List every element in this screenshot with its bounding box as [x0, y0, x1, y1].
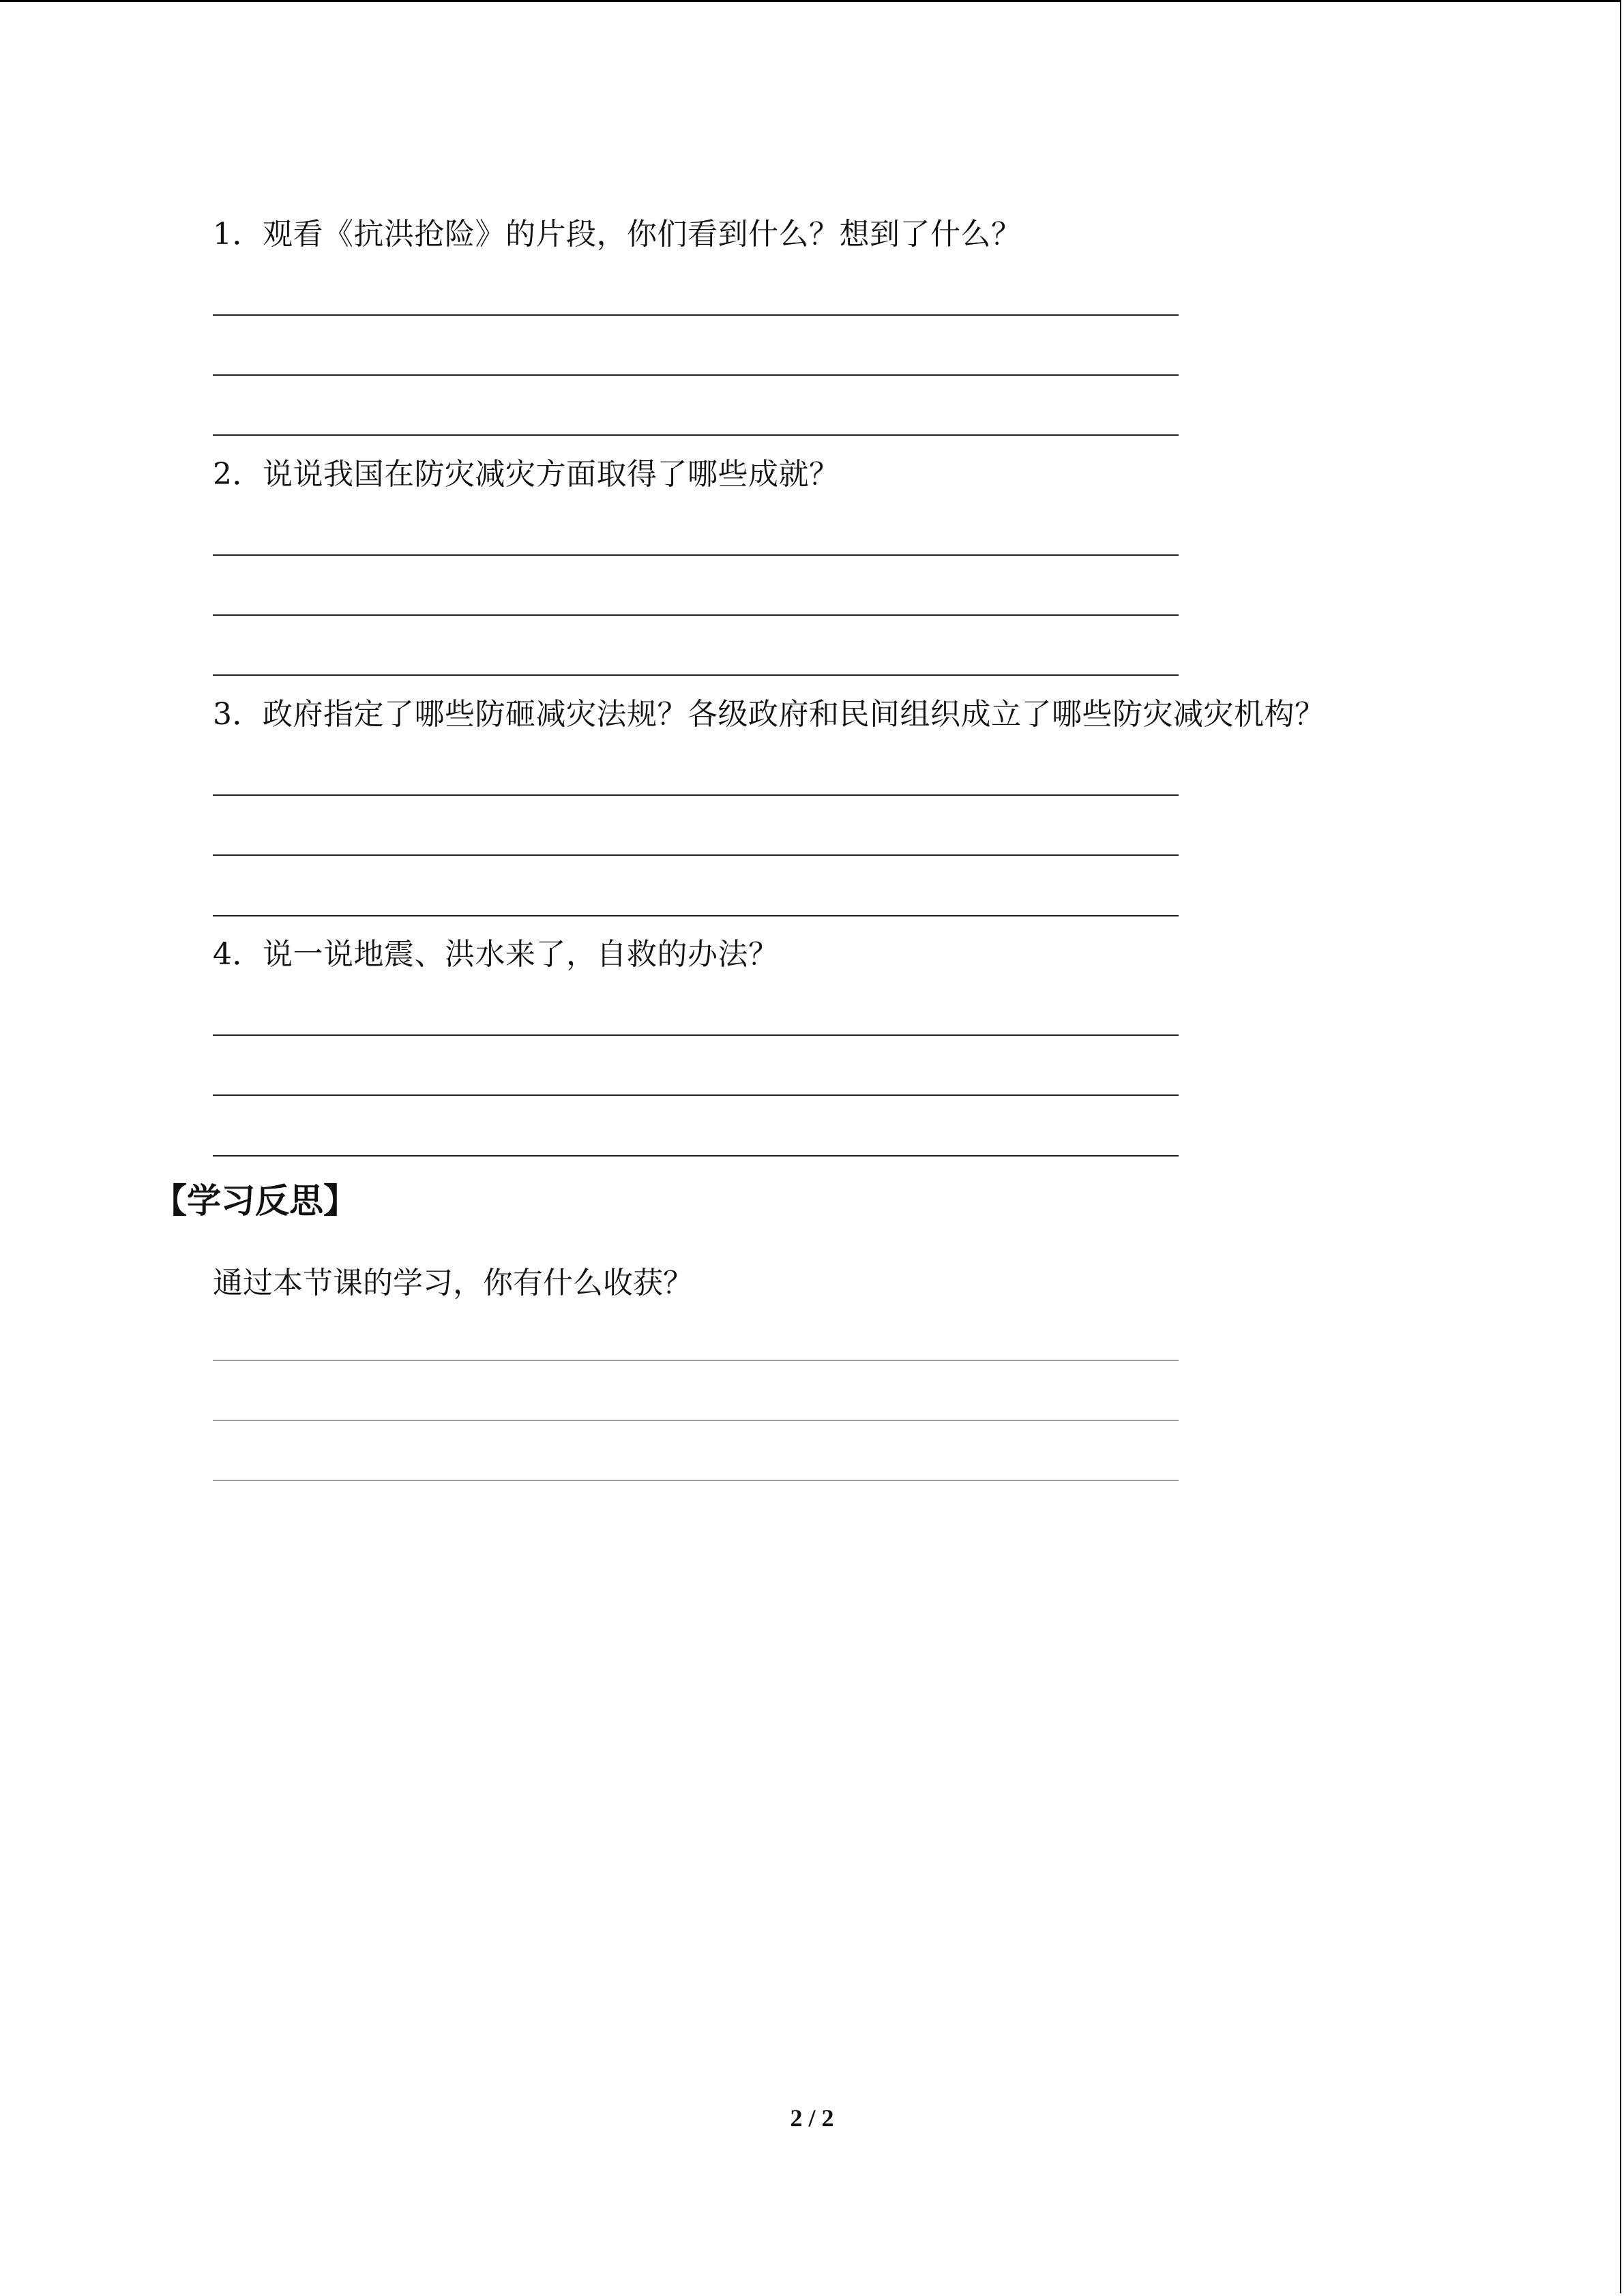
- answer-line[interactable]: [213, 434, 1179, 436]
- page-number: 2 / 2: [790, 2104, 834, 2132]
- answer-line[interactable]: [213, 614, 1179, 616]
- answer-line[interactable]: [213, 374, 1179, 376]
- question-2: 2．说说我国在防灾减灾方面取得了哪些成就？: [213, 457, 840, 492]
- reflection-prompt: 通过本节课的学习，你有什么收获？: [213, 1266, 693, 1300]
- answer-line[interactable]: [213, 314, 1179, 316]
- question-3: 3．政府指定了哪些防砸减灾法规？各级政府和民间组织成立了哪些防灾减灾机构？: [213, 697, 1325, 732]
- question-1: 1．观看《抗洪抢险》的片段，你们看到什么？想到了什么？: [213, 217, 1022, 252]
- answer-line[interactable]: [213, 1420, 1179, 1421]
- answer-line[interactable]: [213, 915, 1179, 916]
- answer-line[interactable]: [213, 674, 1179, 676]
- answer-line[interactable]: [213, 854, 1179, 856]
- answer-line[interactable]: [213, 1155, 1179, 1157]
- section-heading-reflection: 【学习反思】: [153, 1181, 357, 1221]
- answer-line[interactable]: [213, 554, 1179, 556]
- answer-line[interactable]: [213, 794, 1179, 796]
- question-4: 4．说一说地震、洪水来了，自救的办法？: [213, 937, 779, 972]
- answer-line[interactable]: [213, 1094, 1179, 1096]
- answer-line[interactable]: [213, 1360, 1179, 1361]
- answer-line[interactable]: [213, 1034, 1179, 1036]
- answer-line[interactable]: [213, 1480, 1179, 1481]
